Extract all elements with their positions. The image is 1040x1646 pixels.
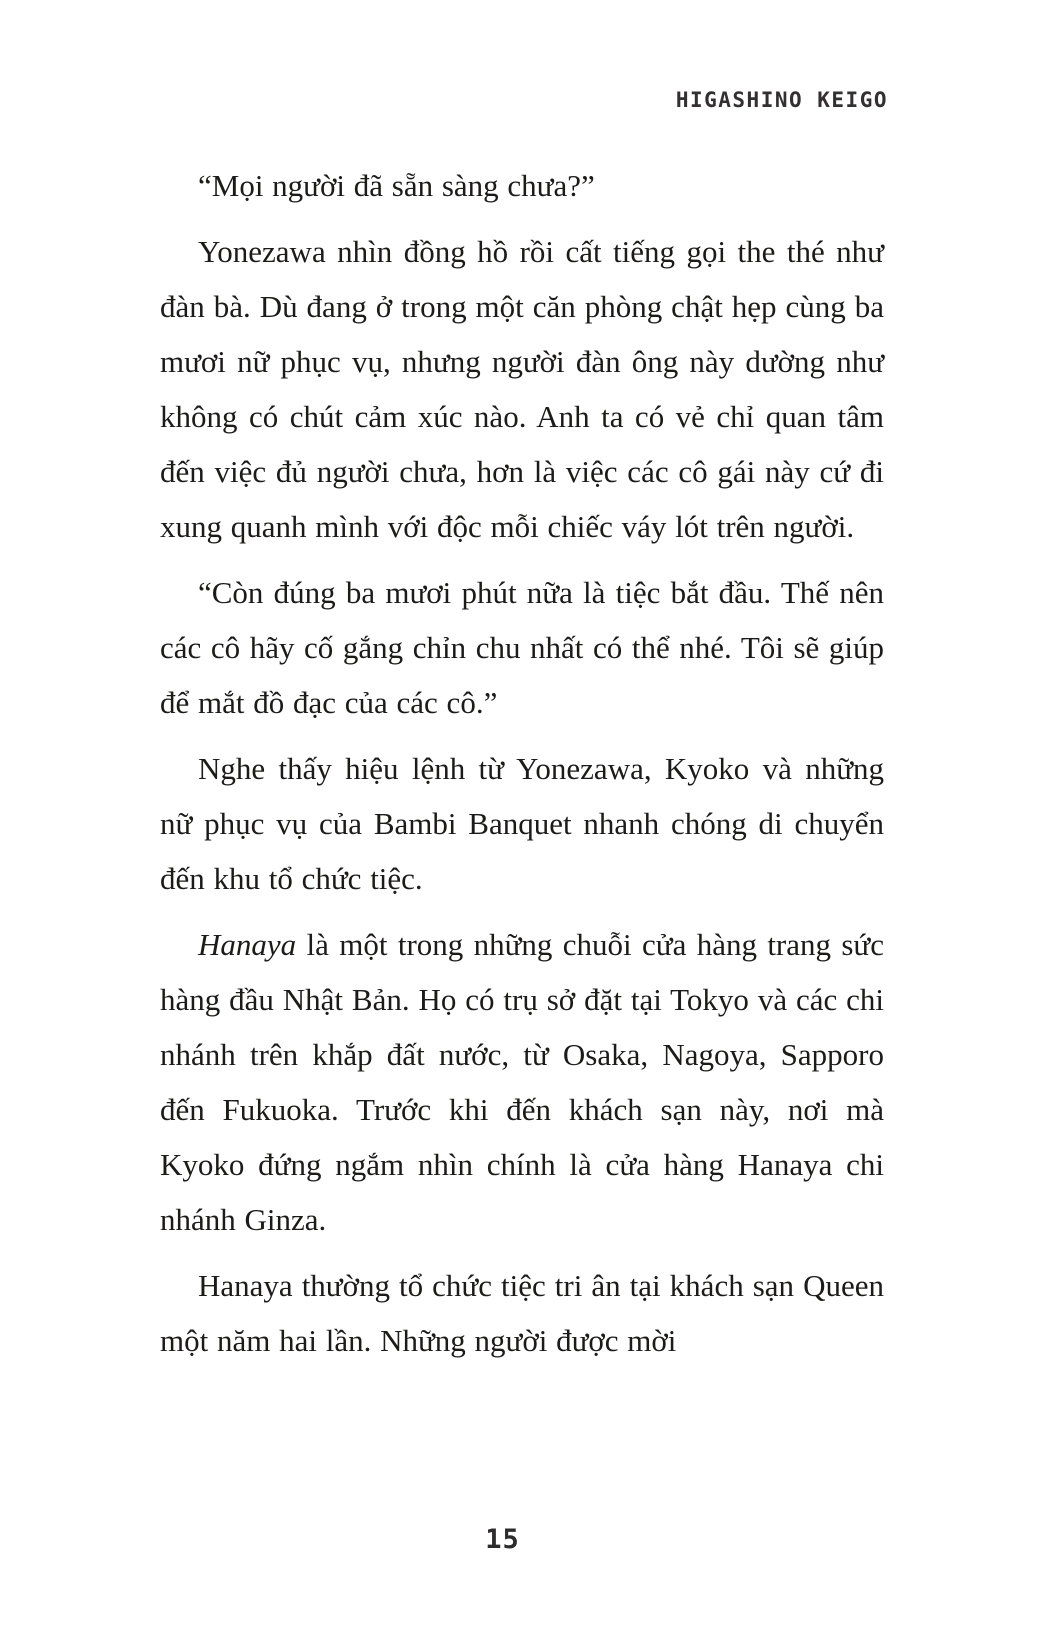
paragraph-text: “Mọi người đã sẵn sàng chưa?” <box>198 168 595 203</box>
paragraph-text: Hanaya thường tổ chức tiệc tri ân tại khách sạn Queen một năm hai lần. Những người được mời <box>160 1268 884 1358</box>
paragraph-narration-2 <box>160 741 884 906</box>
paragraph-text: Nghe thấy hiệu lệnh từ Yonezawa, Kyoko và những nữ phục vụ của Bambi Banquet nhanh chóng di chuyển đến khu tổ chức tiệc. <box>160 751 884 896</box>
paragraph-dialogue-2 <box>160 565 884 730</box>
paragraph-narration-4 <box>160 1258 884 1368</box>
paragraph-narration-3 <box>160 917 884 1247</box>
paragraph-text: Yonezawa nhìn đồng hồ rồi cất tiếng gọi the thé như đàn bà. Dù đang ở trong một căn phòng chật hẹp cùng ba mươi nữ phục vụ, nhưng người đàn ông này dường như không có chút cảm xúc nào. Anh ta có vẻ chỉ quan tâm đến việc đủ người chưa, hơn là việc các cô gái này cứ đi xung quanh mình với độc mỗi chiếc váy lót trên người. <box>160 234 884 544</box>
paragraph-dialogue-1 <box>160 158 884 213</box>
paragraph-text: là một trong những chuỗi cửa hàng trang sức hàng đầu Nhật Bản. Họ có trụ sở đặt tại Tokyo và các chi nhánh trên khắp đất nước, từ Osaka, Nagoya, Sapporo đến Fukuoka. Trước khi đến khách sạn này, nơi mà Kyoko đứng ngắm nhìn chính là cửa hàng Hanaya chi nhánh Ginza. <box>160 927 884 1237</box>
paragraph-text: “Còn đúng ba mươi phút nữa là tiệc bắt đầu. Thế nên các cô hãy cố gắng chỉn chu nhất có thể nhé. Tôi sẽ giúp để mắt đồ đạc của các cô.” <box>160 575 884 720</box>
italic-store-name: Hanaya <box>198 927 297 962</box>
paragraph-narration-1 <box>160 224 884 554</box>
page-body <box>160 158 884 1368</box>
running-header-author: HIGASHINO KEIGO <box>675 88 888 112</box>
page-number: 15 <box>485 1524 520 1555</box>
